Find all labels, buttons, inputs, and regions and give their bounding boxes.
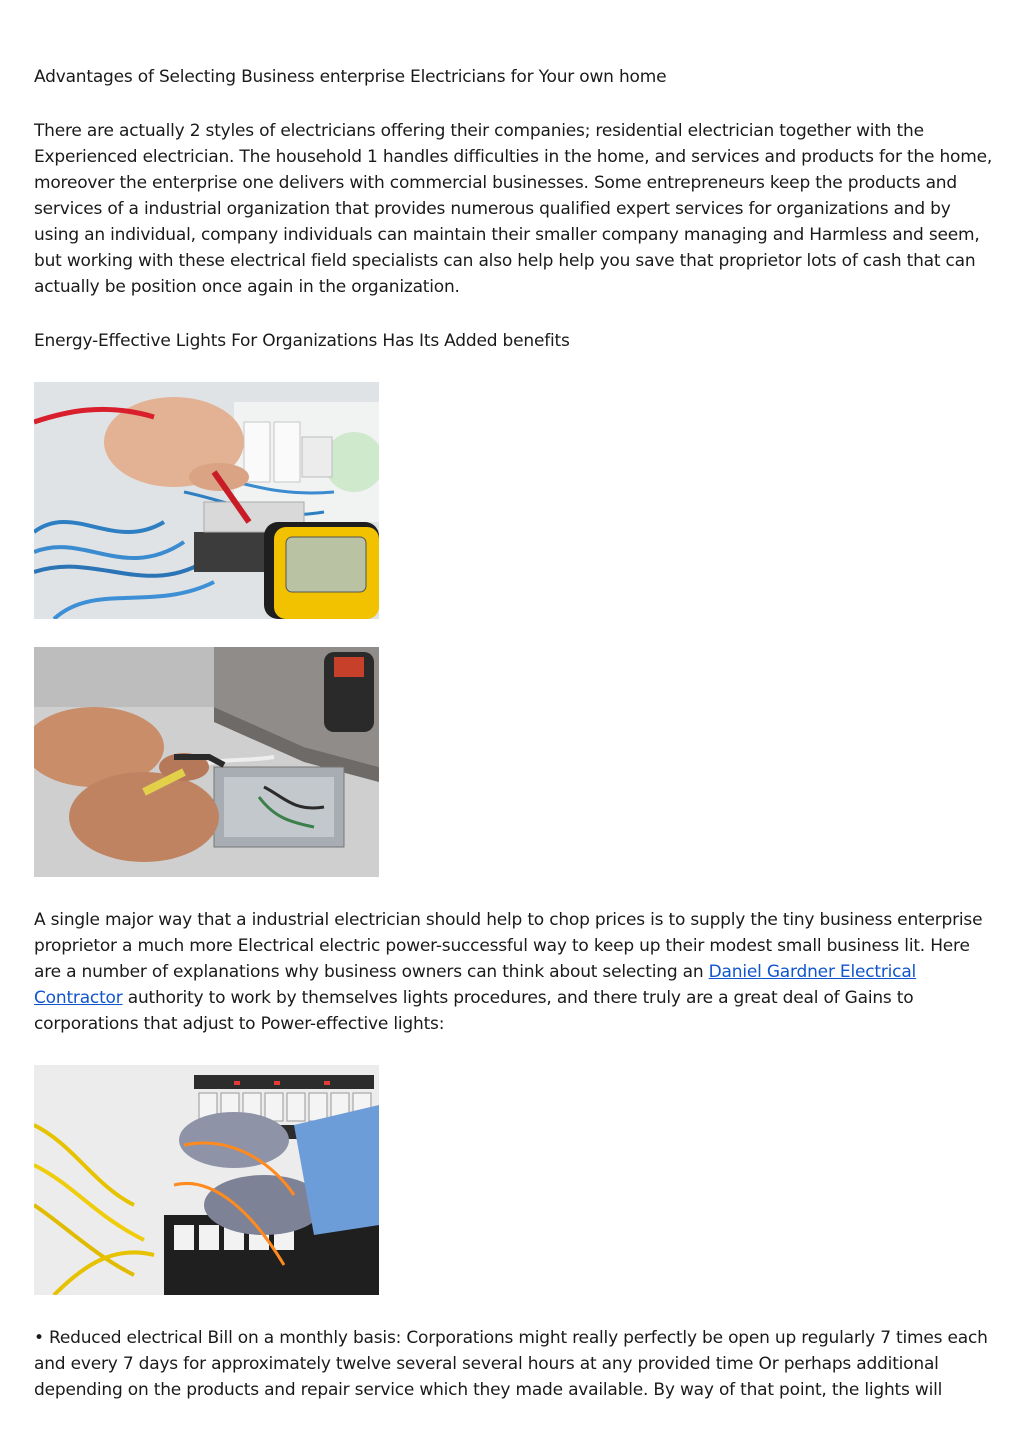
section-subheading: Energy-Effective Lights For Organizations Has Its Added benefits bbox=[34, 331, 570, 351]
paragraph-text-before-link: A single major way that a industrial electrician should help to chop prices is to supply the tiny business enterprise proprietor a much more Electrical electric power-successful way to keep up their modest small business lit. Here are a number of explanations why business owners can think about selecting an bbox=[34, 910, 983, 982]
intro-paragraph: There are actually 2 styles of electricians offering their companies; residential electrician together with the Experienced electrician. The household 1 handles difficulties in the home, and services and products for the home, moreover the enterprise one delivers with commercial businesses. Some entrepreneurs keep the products and services of a industrial organization that provides numerous qualified expert services for organizations and by using an individual, company individuals can maintain their smaller company managing and Harmless and seem, but working with these electrical field specialists can also help help you save that proprietor lots of cash that can actually be position once again in the organization. bbox=[34, 121, 993, 297]
electrician-multimeter-photo bbox=[34, 382, 379, 619]
breaker-panel-testing-photo bbox=[34, 1065, 379, 1295]
bullet-reduced-bill: • Reduced electrical Bill on a monthly basis: Corporations might really perfectly be open up regularly 7 times each and every 7 days for approximately twelve several several hours at any provided time Or perhaps additional depending on the products and repair service which they made available. By way of that point, the lights will bbox=[34, 1328, 988, 1400]
paragraph-text-after-link: authority to work by themselves lights procedures, and there truly are a great deal of Gains to corporations that adjust to Power-effective lights: bbox=[34, 988, 914, 1034]
contractor-link[interactable]: Daniel Gardner Electrical Contractor bbox=[34, 962, 917, 1008]
document-page bbox=[34, 64, 994, 1403]
body-paragraph-with-link bbox=[34, 907, 994, 1037]
document-title: Advantages of Selecting Business enterprise Electricians for Your own home bbox=[34, 67, 667, 87]
wire-stripping-photo bbox=[34, 647, 379, 877]
